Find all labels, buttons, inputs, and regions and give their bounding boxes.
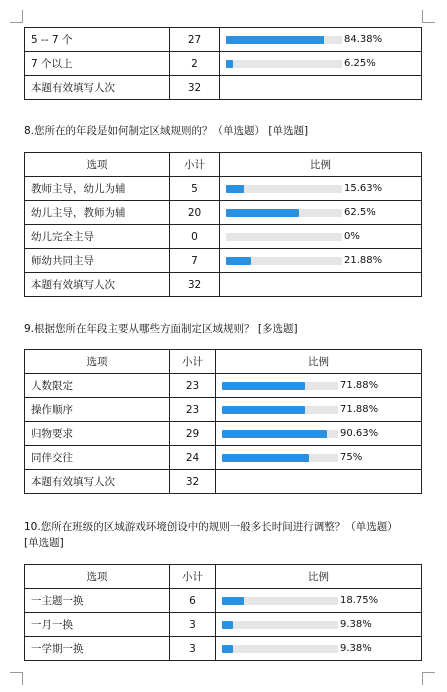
table-row <box>25 374 422 398</box>
ratio-bar-track <box>222 454 338 462</box>
table-row <box>25 52 422 76</box>
option-label: 归物要求 <box>25 422 170 446</box>
header-option: 选项 <box>25 153 170 177</box>
total-label: 本题有效填写人次 <box>25 76 170 100</box>
ratio-bar-track <box>226 36 342 44</box>
option-label: 一学期一换 <box>25 637 170 661</box>
ratio-percent: 71.88% <box>340 380 379 391</box>
ratio-bar-fill <box>222 597 244 605</box>
ratio-cell <box>216 613 422 637</box>
ratio-bar-fill <box>222 454 309 462</box>
header-option: 选项 <box>25 565 170 589</box>
table-row <box>25 28 422 52</box>
ratio-bar-fill <box>222 621 233 629</box>
table-row <box>25 446 422 470</box>
ratio-cell <box>216 589 422 613</box>
table-row <box>25 613 422 637</box>
header-count: 小计 <box>170 565 216 589</box>
ratio-percent: 15.63% <box>344 183 383 194</box>
total-row <box>25 470 422 494</box>
ratio-percent: 18.75% <box>340 595 379 606</box>
option-count: 3 <box>170 613 216 637</box>
table-row <box>25 637 422 661</box>
ratio-bar-track <box>222 382 338 390</box>
ratio-bar-track <box>226 185 342 193</box>
total-count: 32 <box>170 273 220 297</box>
ratio-bar-track <box>222 597 338 605</box>
option-label: 7 个以上 <box>25 52 170 76</box>
table-row <box>25 249 422 273</box>
header-option: 选项 <box>25 350 170 374</box>
option-count: 20 <box>170 201 220 225</box>
option-count: 0 <box>170 225 220 249</box>
table-row <box>25 225 422 249</box>
question-8-title: 8.您所在的年段是如何制定区域规则的？（单选题） [单选题] <box>24 125 309 137</box>
ratio-percent: 6.25% <box>344 58 376 69</box>
option-label: 操作顺序 <box>25 398 170 422</box>
option-count: 23 <box>170 398 216 422</box>
crop-mark-top-left <box>10 10 23 23</box>
header-row <box>25 153 422 177</box>
ratio-bar-track <box>222 430 338 438</box>
ratio-bar-fill <box>226 60 233 68</box>
table-row <box>25 422 422 446</box>
option-label: 师幼共同主导 <box>25 249 170 273</box>
option-label: 幼儿主导，教师为辅 <box>25 201 170 225</box>
header-count: 小计 <box>170 153 220 177</box>
ratio-cell <box>220 177 422 201</box>
option-label: 5 -- 7 个 <box>25 28 170 52</box>
total-count: 32 <box>170 76 220 100</box>
q10-results-table <box>24 564 422 661</box>
option-count: 27 <box>170 28 220 52</box>
total-count: 32 <box>170 470 216 494</box>
ratio-cell <box>220 52 422 76</box>
ratio-bar-track <box>226 60 342 68</box>
ratio-percent: 21.88% <box>344 255 383 266</box>
option-count: 3 <box>170 637 216 661</box>
option-label: 幼儿完全主导 <box>25 225 170 249</box>
table-row <box>25 589 422 613</box>
empty-cell <box>220 273 422 297</box>
option-label: 人数限定 <box>25 374 170 398</box>
ratio-bar-track <box>222 406 338 414</box>
ratio-cell <box>220 225 422 249</box>
question-10-title: 10.您所在班级的区域游戏环境创设中的规则一般多长时间进行调整？（单选题） [单选题] <box>24 521 398 549</box>
crop-mark-bottom-right <box>422 672 435 685</box>
empty-cell <box>216 470 422 494</box>
option-count: 7 <box>170 249 220 273</box>
q7-results-table <box>24 27 422 100</box>
header-ratio: 比例 <box>216 350 422 374</box>
total-row <box>25 273 422 297</box>
ratio-bar-fill <box>222 406 305 414</box>
ratio-bar-fill <box>226 209 299 217</box>
ratio-cell <box>220 249 422 273</box>
option-count: 23 <box>170 374 216 398</box>
ratio-bar-fill <box>222 430 327 438</box>
ratio-cell <box>216 374 422 398</box>
ratio-percent: 0% <box>344 231 360 242</box>
header-count: 小计 <box>170 350 216 374</box>
option-count: 24 <box>170 446 216 470</box>
ratio-percent: 75% <box>340 452 363 463</box>
ratio-cell <box>216 637 422 661</box>
header-ratio: 比例 <box>220 153 422 177</box>
ratio-bar-track <box>226 233 342 241</box>
ratio-percent: 9.38% <box>340 643 372 654</box>
ratio-percent: 71.88% <box>340 404 379 415</box>
q9-results-table <box>24 349 422 494</box>
ratio-cell <box>216 446 422 470</box>
table-row <box>25 201 422 225</box>
header-ratio: 比例 <box>216 565 422 589</box>
total-row <box>25 76 422 100</box>
ratio-cell <box>216 398 422 422</box>
option-count: 5 <box>170 177 220 201</box>
ratio-bar-track <box>226 257 342 265</box>
ratio-bar-fill <box>226 257 251 265</box>
ratio-bar-fill <box>222 382 305 390</box>
crop-mark-bottom-left <box>10 672 23 685</box>
option-label: 一主题一换 <box>25 589 170 613</box>
ratio-bar-fill <box>226 185 244 193</box>
table-row <box>25 177 422 201</box>
ratio-cell <box>216 422 422 446</box>
table-row <box>25 398 422 422</box>
ratio-bar-track <box>226 209 342 217</box>
total-label: 本题有效填写人次 <box>25 470 170 494</box>
ratio-bar-fill <box>226 36 324 44</box>
ratio-bar-track <box>222 621 338 629</box>
header-row <box>25 350 422 374</box>
ratio-bar-track <box>222 645 338 653</box>
option-count: 2 <box>170 52 220 76</box>
question-9-title: 9.根据您所在年段主要从哪些方面制定区域规则？ [多选题] <box>24 323 298 335</box>
ratio-cell <box>220 28 422 52</box>
crop-mark-top-right <box>422 10 435 23</box>
empty-cell <box>220 76 422 100</box>
ratio-percent: 90.63% <box>340 428 379 439</box>
ratio-percent: 9.38% <box>340 619 372 630</box>
option-count: 6 <box>170 589 216 613</box>
ratio-percent: 62.5% <box>344 207 376 218</box>
option-count: 29 <box>170 422 216 446</box>
ratio-percent: 84.38% <box>344 34 383 45</box>
option-label: 一月一换 <box>25 613 170 637</box>
option-label: 教师主导，幼儿为辅 <box>25 177 170 201</box>
option-label: 同伴交往 <box>25 446 170 470</box>
ratio-bar-fill <box>222 645 233 653</box>
header-row <box>25 565 422 589</box>
q8-results-table <box>24 152 422 297</box>
ratio-cell <box>220 201 422 225</box>
total-label: 本题有效填写人次 <box>25 273 170 297</box>
